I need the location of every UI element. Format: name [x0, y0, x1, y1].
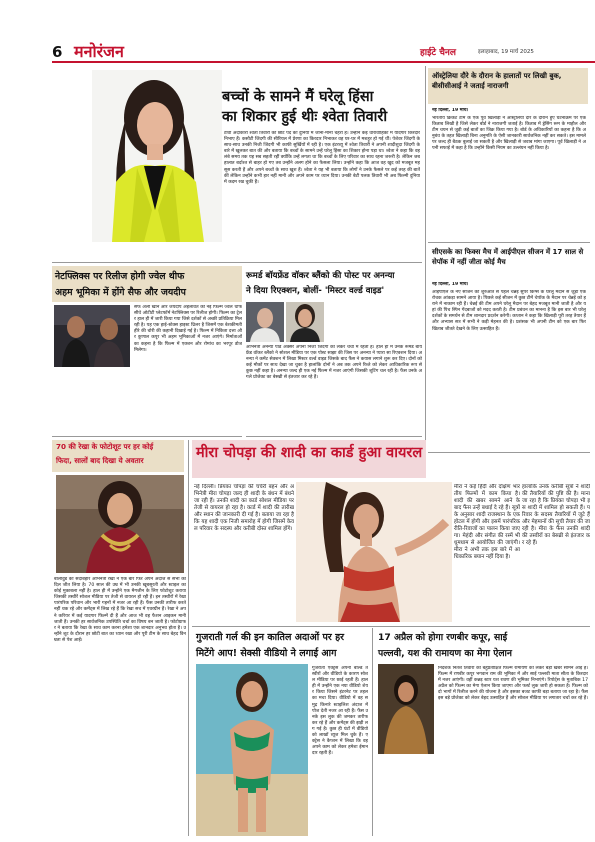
right-top-headline: ऑस्ट्रेलिया दौरे के दौरान के हालातों पर लिखी बुक, बीसीसीआई ने जताई नाराजगी	[432, 72, 562, 90]
main-headline-1: बच्चों के सामने मैं घरेलू हिंसा	[222, 89, 374, 105]
rekha-headline-2: फिदा, सालों बाद दिखा ये अवतार	[56, 456, 144, 465]
rekha-body: बॉलीवुड की सदाबहार अभिनेत्री रेखा ने एक बार फिर अपने अंदाज से सभी का दिल जीत लिया है। 70 साल की उम्र में भी उनकी खूबसूरती और स्टाइल का कोई मुकाबला नहीं है। हाल ही में उन्होंने एक मैगजीन के लिए फोटोशूट कराया जिसकी तस्वीरें सोशल मीडिया पर तेजी से वायरल हो रही हैं। इन तस्वीरों में रेखा पारंपरिक परिधान और भारी गहनों में नजर आ रही हैं। फैंस उनकी तारीफ करते नहीं थक रहे और कमेंट्स में लिख रहे हैं कि रेखा सच में एवरग्रीन हैं। रेखा ने अपने करियर में कई यादगार फिल्में दी हैं और आज भी वह फैशन आइकन मानी जाती हैं। उनकी हर सार्वजनिक उपस्थिति चर्चा का विषय बन जाती है। फोटोग्राफर ने बताया कि रेखा के साथ काम करना हमेशा एक शानदार अनुभव होता है। उन्होंने शूट के दौरान हर छोटी बात का ध्यान रखा और पूरी टीम के साथ बेहद विनम्रता से पेश आईं।	[54, 577, 186, 643]
ananya-photo-1	[246, 302, 284, 342]
netflix-headline-2: अहम भूमिका में होंगे सैफ और जयदीप	[55, 287, 186, 298]
right-mid-headline: सीएसके का फिक्स मैच में आईपीएल सीजन में 17 साल से सेपॉक में नहीं जीता कोई मैच	[432, 248, 584, 266]
gujarati-headline-2: मिटेंगे आप! सेक्सी वीडियो ने लगाई आग	[196, 648, 337, 659]
rekha-photo	[56, 475, 184, 573]
meera-photo	[296, 482, 452, 622]
divider	[192, 626, 590, 627]
gujarati-headline-1: गुजराती गर्ल की इन कातिल अदाओं पर हर	[196, 632, 345, 643]
ananya-photo-2	[286, 302, 324, 342]
gujarati-body: गुजराती एक्ट्रेस अपनी बोल्ड तस्वीरों और वीडियो के कारण सोशल मीडिया पर छाई रहती हैं। हाल ही में उन्होंने एक नया वीडियो शेयर किया जिसने इंटरनेट पर तहलका मचा दिया। वीडियो में वह समुद्र किनारे स्टाइलिश अंदाज में पोज देती नजर आ रही हैं। फैंस उनके इस लुक की जमकर तारीफ कर रहे हैं और कमेंट्स की झड़ी लग गई है। कुछ ही घंटों में वीडियो को लाखों व्यूज मिल चुके हैं। एक्ट्रेस ने कैप्शन में लिखा कि वह अपने काम को लेकर हमेशा ईमानदार रहती हैं।	[312, 666, 368, 757]
divider	[428, 242, 590, 243]
meera-headline: मीरा चोपड़ा की शादी का कार्ड हुआ वायरल	[196, 445, 423, 461]
main-headline-2: का शिकार हुई थीः श्वेता तिवारी	[222, 109, 388, 125]
divider	[246, 436, 422, 437]
right-top-dateline: नई दिल्ली, 19 मार्च।	[432, 108, 469, 113]
divider	[425, 66, 426, 454]
meera-col3: हालांकि उनके करीबी सूत्रों ने शादी की तैयारियों की पुष्टि की है। माना जा रहा है कि प्रियंका चोपड़ा भी इस शादी में शामिल हो सकती हैं। परिवार के सदस्य तैयारियों में जुटे हैं और मेहमानों की सूची तैयार की जा रही है। मीरा के फैंस उनकी शादी की तस्वीरों का बेसब्री से इंतजार कर रहे हैं।	[522, 484, 590, 546]
netflix-body: सैफ अली खान और जयदीप अहलावत की नई फिल्म ज्वेल थीफ सीधे ओटीटी प्लेटफॉर्म नेटफ्लिक्स पर रिलीज होगी। फिल्म का ट्रेलर हाल ही में जारी किया गया जिसे दर्शकों से अच्छी प्रतिक्रिया मिल रही है। यह एक हाई-स्टेक्स हाइस्ट थ्रिलर है जिसमें एक बेशकीमती हीरे की चोरी की कहानी दिखाई गई है। फिल्म में निकिता दत्ता और कुणाल कपूर भी अहम भूमिकाओं में नजर आएंगे। निर्माताओं का कहना है कि फिल्म में एक्शन और रोमांच का भरपूर डोज मिलेगा।	[134, 305, 242, 353]
date: इलाहाबाद, 19 मार्च 2025	[478, 49, 534, 55]
right-top-body: भारतीय क्रिकेट टीम के एक पूर्व खिलाड़ी ने ऑस्ट्रेलिया दौरे के दौरान हुए घटनाक्रम पर एक किताब लिखी है जिसे लेकर बोर्ड ने नाराजगी जताई है। किताब में ड्रेसिंग रूम के माहौल और टीम चयन से जुड़ी कई बातों का जिक्र किया गया है। बोर्ड के अधिकारियों का कहना है कि अनुबंध के तहत खिलाड़ी बिना अनुमति के ऐसी जानकारी सार्वजनिक नहीं कर सकते। इस मामले पर जल्द ही बैठक बुलाई जा सकती है और खिलाड़ी से जवाब मांगा जाएगा। पूर्व खिलाड़ी ने अपनी सफाई में कहा है कि उन्होंने किसी नियम का उल्लंघन नहीं किया है।	[432, 116, 586, 152]
masthead: हाईटे चैनल	[420, 48, 457, 58]
ramayana-body: निर्देशक नितेश तिवारी की बहुप्रतीक्षित फिल्म रामायण को लेकर बड़ी खबर सामने आई है। फिल्म में रणबीर कपूर भगवान राम की भूमिका में और साई पल्लवी माता सीता के किरदार में नजर आएंगी। वहीं कन्नड़ स्टार यश रावण की भूमिका निभाएंगे। रिपोर्ट्स के मुताबिक 17 अप्रैल को फिल्म का मेगा ऐलान किया जाएगा और फर्स्ट लुक जारी हो सकता है। फिल्म को दो भागों में रिलीज करने की योजना है और इसका बजट काफी बड़ा बताया जा रहा है। फैंस इस बड़े प्रोजेक्ट को लेकर बेहद उत्साहित हैं और सोशल मीडिया पर लगातार चर्चा कर रहे हैं।	[438, 666, 588, 702]
meera-col1: नई दिल्ली। प्रियंका चोपड़ा की चचेरी बहन और अभिनेत्री मीरा चोपड़ा जल्द ही शादी के बंधन में बंधने जा रही हैं। उनकी शादी का कार्ड सोशल मीडिया पर तेजी से वायरल हो रहा है। कार्ड में शादी की तारीख और स्थान की जानकारी दी गई है। बताया जा रहा है कि यह शादी एक निजी समारोह में होगी जिसमें केवल परिवार के सदस्य और करीबी दोस्त शामिल होंगे।	[194, 484, 294, 532]
netflix-headline-1: नेटफ्लिक्स पर रिलीज होगी ज्वेल थीफ	[55, 271, 185, 282]
rekha-headline-1: 70 की रेखा के फोटोशूट पर हर कोई	[56, 442, 154, 451]
ramayana-photo	[378, 664, 434, 754]
divider	[52, 262, 422, 263]
ananya-headline-2: ने दिया रिएक्शन, बोलीं- 'मिस्टर वर्ल्ड वाइड'	[246, 286, 385, 296]
main-story-body: टीवी अदाकारा श्वेता तिवारी को छोटे पर्दे की दुनिया में जाना-माना चेहरा हैं। उन्होंने कई धारावाहिकों में यादगार किरदार निभाए हैं। कसौटी जिंदगी की सीरियल में प्रेरणा का किरदार निभाकर वह घर-घर में मशहूर हो गई थीं। पेशेवर जिंदगी के साथ-साथ उनकी निजी जिंदगी भी काफी सुर्खियों में रही है। एक इंटरव्यू में श्वेता तिवारी ने अपनी शादीशुदा जिंदगी के बारे में खुलकर बात की और बताया कि बच्चों के सामने उन्हें घरेलू हिंसा का शिकार होना पड़ा था। श्वेता ने कहा कि वह लंबे समय तक यह सब सहती रहीं क्योंकि उन्हें लगता था कि बच्चों के लिए परिवार का साथ रहना जरूरी है। लेकिन जब हालात बर्दाश्त से बाहर हो गए तब उन्होंने अलग होने का फैसला लिया। उन्होंने कहा कि आज वह खुद को मजबूत महसूस करती हैं और अपने बच्चों के साथ खुश हैं। श्वेता ने यह भी बताया कि लोगों ने उनके फैसले पर कई तरह की बातें कीं लेकिन उन्होंने कभी हार नहीं मानी और अपने काम पर ध्यान दिया। उनकी बेटी पलक तिवारी भी अब फिल्मी दुनिया में कदम रख चुकी हैं।	[224, 131, 420, 185]
ananya-headline-1: रूमर्ड बॉयफ्रेंड वॉकर ब्लैंको की पोस्ट पर अनन्या	[246, 271, 395, 281]
right-mid-dateline: नई दिल्ली, 19 मार्च।	[432, 282, 469, 287]
ramayana-headline-1: 17 अप्रैल को होगा रणबीर कपूर, साई	[378, 632, 508, 643]
section-title: मनोरंजन	[74, 42, 124, 61]
divider	[372, 628, 373, 836]
right-mid-body: आईपीएल के नए सीजन की शुरुआत से पहले चेन्नई सुपर किंग्स के घरेलू मैदान से जुड़ा एक रोचक आंकड़ा सामने आया है। पिछले कई सीजन में कुछ टीमें चेपॉक के मैदान पर चेन्नई को हराने में नाकाम रही हैं। चेन्नई की टीम अपने घरेलू मैदान पर बेहद मजबूत मानी जाती है और यहां की पिच स्पिन गेंदबाजों को मदद करती है। टीम प्रबंधन का मानना है कि इस बार भी घरेलू दर्शकों के समर्थन से टीम शानदार प्रदर्शन करेगी। कप्तान ने कहा कि खिलाड़ी पूरी तरह तैयार हैं और अभ्यास सत्र में सभी ने कड़ी मेहनत की है। प्रशंसक भी अपनी टीम को एक बार फिर खिताब जीतते देखने के लिए उत्साहित हैं।	[432, 290, 586, 332]
header-rule	[52, 61, 595, 63]
main-story-photo	[92, 70, 222, 242]
ramayana-headline-2: पल्लवी, यश की रामायण का मेगा ऐलान	[378, 648, 513, 659]
meera-col2: मीरा ने कई हिंदी और दक्षिण भारतीय फिल्मों में काम किया है। शादी की खबर सामने आने के बाद फैंस उन्हें बधाई दे रहे हैं। सूत्रों के अनुसार शादी राजस्थान के एक होटल में होगी और इसमें पारंपरिक रीति-रिवाजों का पालन किया जाएगा। मेहंदी और संगीत की रस्में भी धूमधाम से आयोजित की जाएंगी। मीरा ने अभी तक इस बारे में आधिकारिक बयान नहीं दिया है।	[454, 484, 520, 560]
netflix-photo	[54, 305, 130, 367]
divider	[52, 436, 242, 437]
ananya-body: अभिनेत्री अनन्या पांडे अक्सर अपनी निजी जिंदगी को लेकर चर्चा में रहती हैं। हाल ही में उनके रूमर्ड बॉयफ्रेंड वॉकर ब्लैंको ने सोशल मीडिया पर एक पोस्ट साझा की जिस पर अनन्या ने प्यारा सा रिएक्शन दिया। अनन्या ने कमेंट सेक्शन में लिखा मिस्टर वर्ल्ड वाइड जिसके बाद फैंस ने कयास लगाने शुरू कर दिए। दोनों को कई मौकों पर साथ देखा जा चुका है हालांकि दोनों ने अब तक अपने रिश्ते को लेकर आधिकारिक रूप से कुछ नहीं कहा है। अनन्या जल्द ही एक नई फिल्म में नजर आएंगी जिसकी शूटिंग चल रही है। फैंस उनके अगले प्रोजेक्ट का बेसब्री से इंतजार कर रहे हैं।	[246, 345, 422, 381]
divider	[188, 440, 189, 836]
page-number: 6	[52, 43, 63, 61]
gujarati-photo	[196, 664, 308, 836]
divider	[428, 452, 590, 453]
